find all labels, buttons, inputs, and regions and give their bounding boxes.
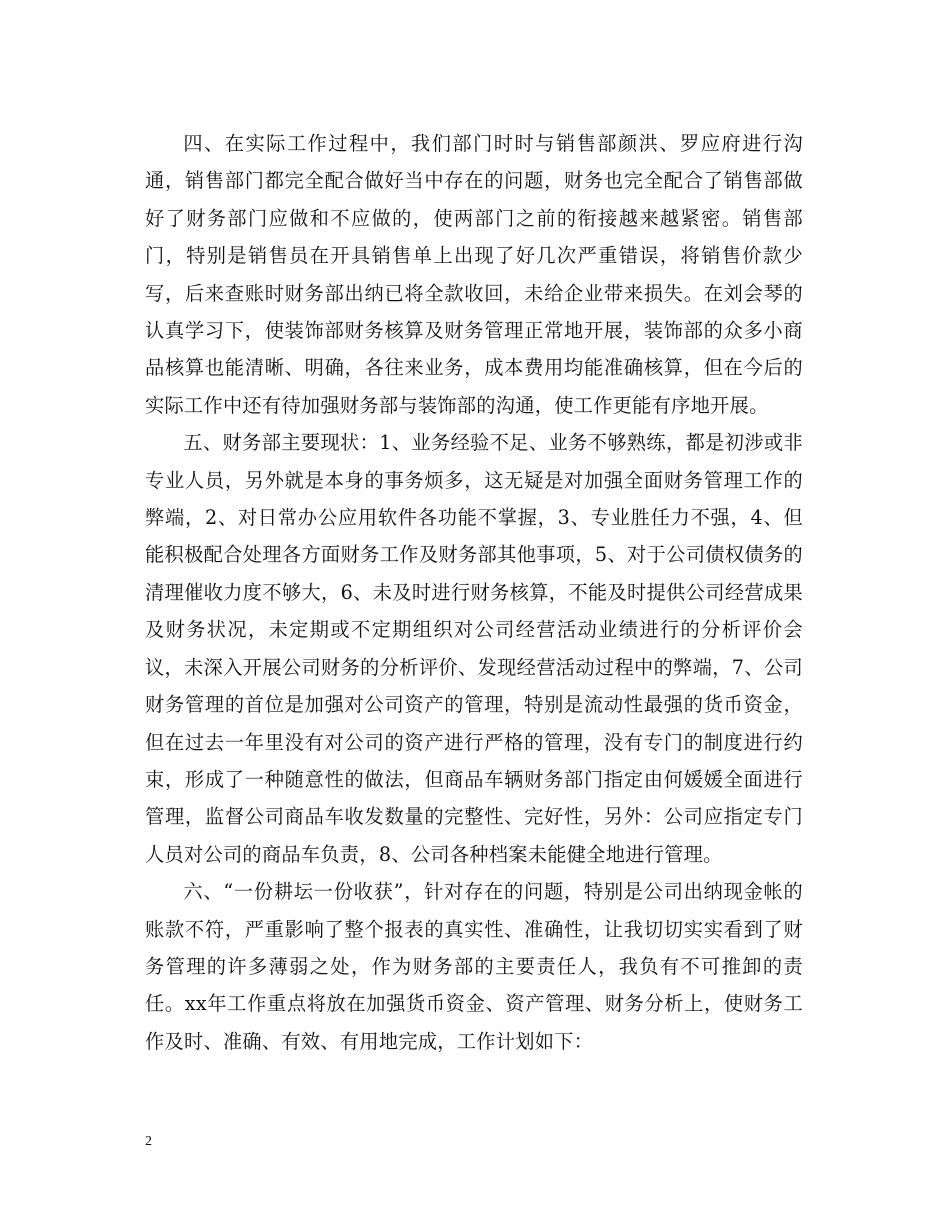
paragraph-section-six: 六、“一份耕坛一份收获”，针对存在的问题，特别是公司出纳现金帐的账款不符，严重影响了整个报表的真实性、准确性，让我切切实实看到了财务管理的许多薄弱之处，作为财务部的主要责任人，我负有不可推卸的责任。xx年工作重点将放在加强货币资金、资产管理、财务分析上，使财务工作及时、准确、有效、有用地完成，工作计划如下： [145, 880, 803, 1053]
paragraph-section-five: 五、财务部主要现状：1、业务经验不足、业务不够熟练，都是初涉或非专业人员，另外就是本身的事务烦多，这无疑是对加强全面财务管理工作的弊端，2、对日常办公应用软件各功能不掌握，3、专业胜任力不强，4、但能积极配合处理各方面财务工作及财务部其他事项，5、对于公司债权债务的清理催收力度不够大，6、未及时进行财务核算，不能及时提供公司经营成果及财务状况，未定期或不定期组织对公司经营活动业绩进行的分析评价会议，未深入开展公司财务的分析评价、发现经营活动过程中的弊端，7、公司财务管理的首位是加强对公司资产的管理，特别是流动性最强的货币资金，但在过去一年里没有对公司的资产进行严格的管理，没有专门的制度进行约束，形成了一种随意性的做法，但商品车辆财务部门指定由何媛媛全面进行管理，监督公司商品车收发数量的完整性、完好性，另外：公司应指定专门人员对公司的商品车负责，8、公司各种档案未能健全地进行管理。 [145, 431, 803, 866]
document-body [145, 125, 803, 1060]
paragraph-section-four: 四、在实际工作过程中，我们部门时时与销售部颜洪、罗应府进行沟通，销售部门都完全配合做好当中存在的问题，财务也完全配合了销售部做好了财务部门应做和不应做的，使两部门之前的衔接越来越紧密。销售部门，特别是销售员在开具销售单上出现了好几次严重错误，将销售价款少写，后来查账时财务部出纳已将全款收回，未给企业带来损失。在刘会琴的认真学习下，使装饰部财务核算及财务管理正常地开展，装饰部的众多小商品核算也能清晰、明确，各往来业务，成本费用均能准确核算，但在今后的实际工作中还有待加强财务部与装饰部的沟通，使工作更能有序地开展。 [145, 132, 803, 417]
page-number: 2 [145, 1134, 152, 1149]
